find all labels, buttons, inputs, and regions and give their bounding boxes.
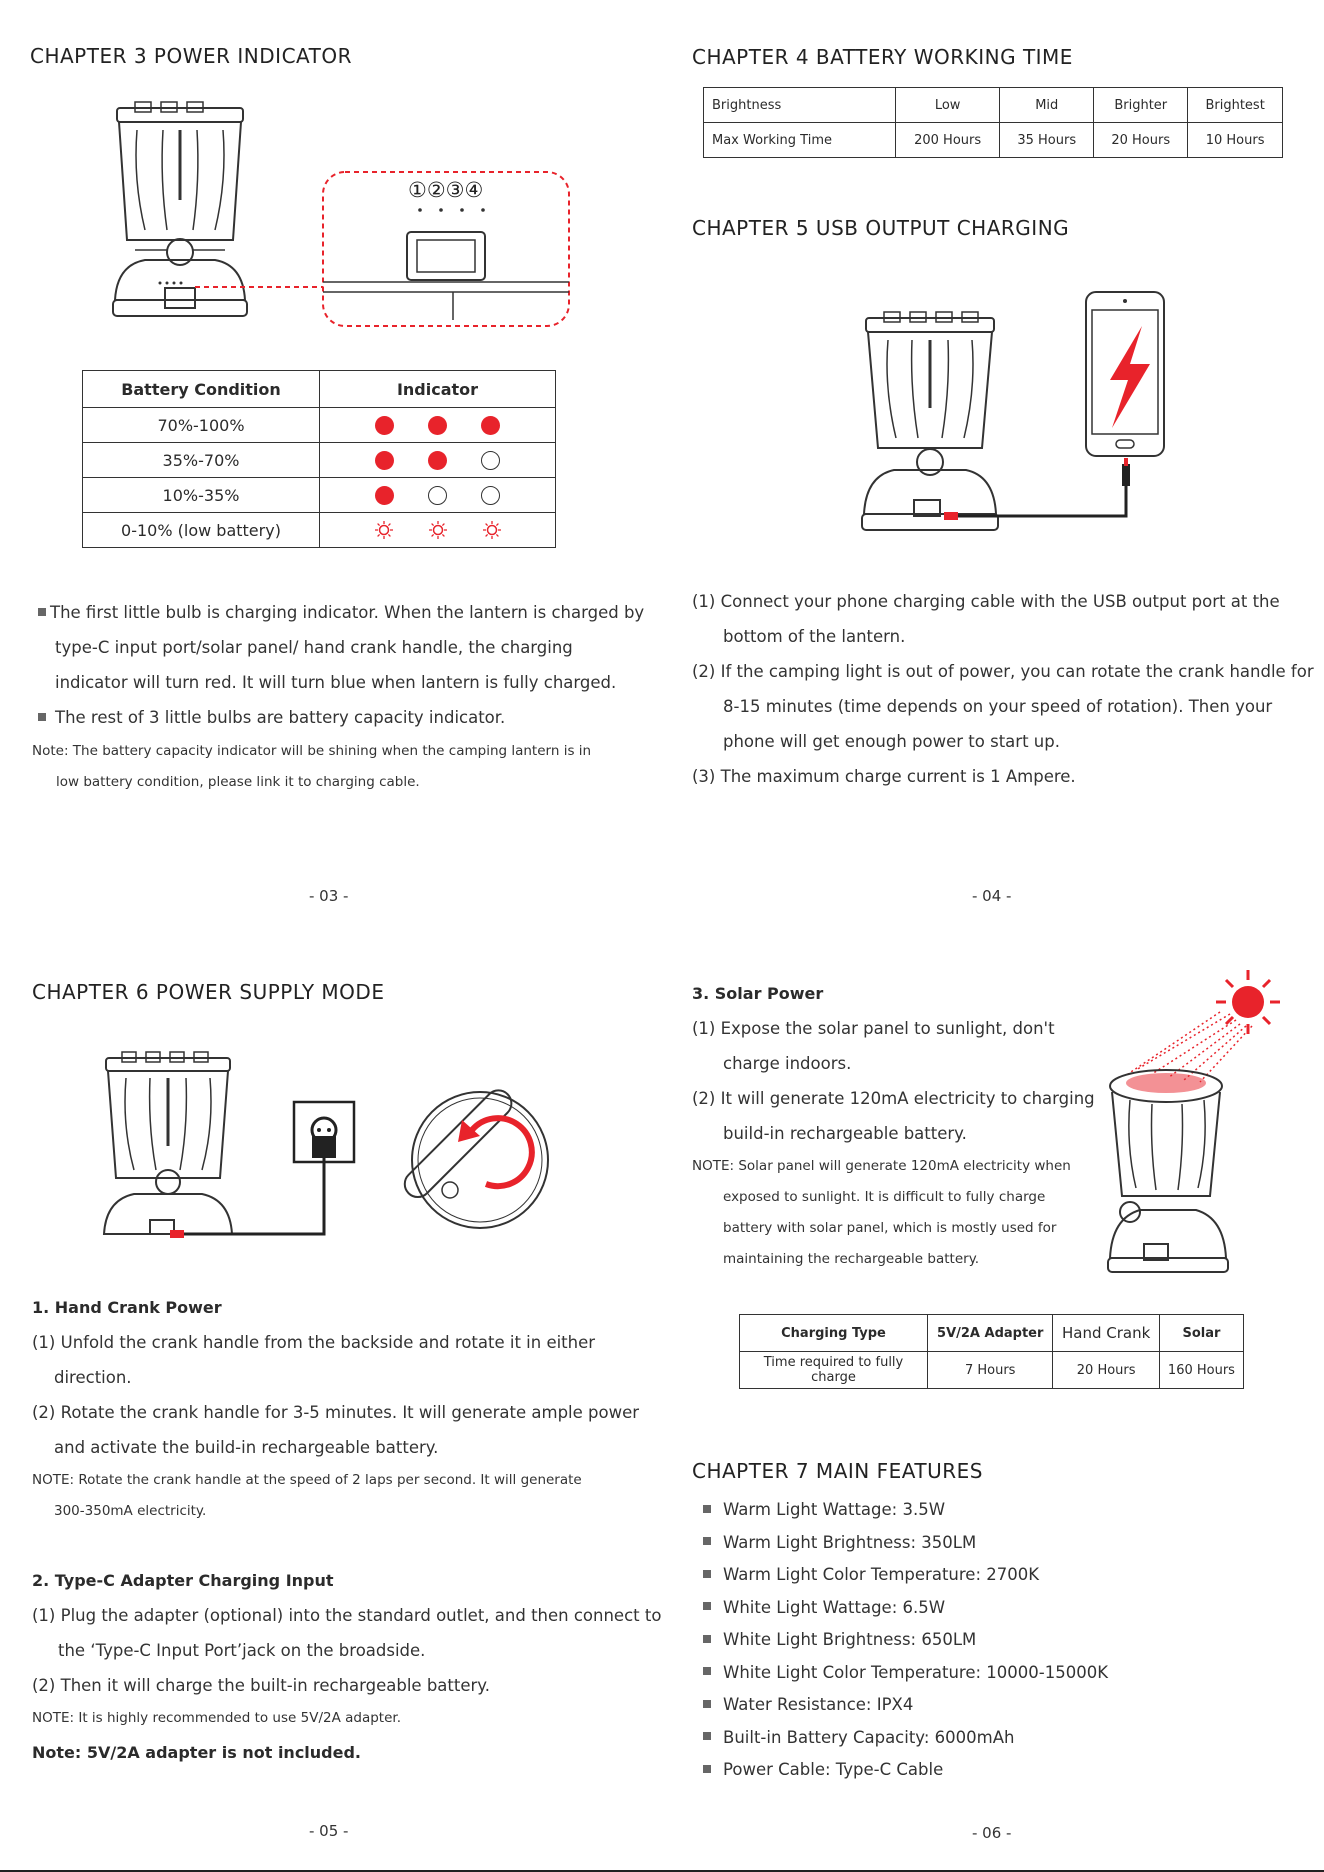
bullet-text: indicator will turn red. It will turn blue when lantern is fully charged. — [55, 673, 617, 692]
section-title: 2. Type-C Adapter Charging Input — [32, 1571, 334, 1590]
indicator-dot — [428, 451, 447, 470]
table-cell: Brightness — [704, 88, 896, 123]
type-c-section — [32, 1563, 662, 1772]
lantern-illustration — [862, 312, 998, 530]
step-text: (1) Unfold the crank handle from the backside and rotate it in either — [32, 1333, 596, 1352]
step-text: (2) If the camping light is out of power, you can rotate the crank handle for — [692, 662, 1314, 681]
condition-label: 10%-35% — [83, 478, 320, 513]
condition-label: 70%-100% — [83, 408, 320, 443]
wall-outlet-icon — [294, 1102, 354, 1162]
note-text: maintaining the rechargeable battery. — [723, 1251, 980, 1267]
battery-condition-table — [82, 370, 556, 548]
lantern-illustration — [104, 1052, 232, 1238]
section-title: 3. Solar Power — [692, 984, 824, 1003]
table-row — [83, 408, 556, 443]
table-cell: Brighter — [1094, 88, 1188, 123]
page-number: - 05 - — [309, 1822, 349, 1840]
table-header: Indicator — [320, 371, 556, 408]
table-cell: Max Working Time — [704, 123, 896, 158]
table-cell: 10 Hours — [1188, 123, 1283, 158]
working-time-table — [703, 87, 1283, 158]
feature-text: Warm Light Color Temperature: 2700K — [723, 1565, 1040, 1584]
table-row — [740, 1352, 1244, 1389]
ch5-steps — [692, 584, 1312, 794]
list-item — [703, 1754, 1108, 1787]
feature-text: White Light Color Temperature: 10000-15000K — [723, 1662, 1109, 1682]
note-text: NOTE: Solar panel will generate 120mA electricity when — [692, 1158, 1071, 1174]
step-text: (2) It will generate 120mA electricity to charging — [692, 1089, 1095, 1108]
indicator-dot — [481, 416, 500, 435]
step-text: direction. — [54, 1368, 132, 1387]
step-text: the ‘Type-C Input Port’jack on the broadside. — [58, 1641, 426, 1660]
feature-text: Water Resistance: IPX4 — [723, 1695, 914, 1714]
note-text: 300-350mA electricity. — [54, 1503, 207, 1519]
indicator-cell — [320, 478, 556, 513]
solar-section — [692, 976, 1112, 1275]
table-cell: 35 Hours — [1000, 123, 1094, 158]
table-row — [704, 88, 1283, 123]
indicator-dot — [428, 486, 447, 505]
bullet-square-icon — [703, 1602, 711, 1610]
note-text: NOTE: It is highly recommended to use 5V/2A adapter. — [32, 1710, 401, 1726]
bullet-text: The rest of 3 little bulbs are battery capacity indicator. — [55, 708, 506, 727]
indicator-dot — [481, 486, 500, 505]
blink-sun-icon — [482, 520, 502, 540]
step-text: (1) Connect your phone charging cable with the USB output port at the — [692, 592, 1280, 611]
condition-label: 0-10% (low battery) — [83, 513, 320, 548]
chapter-6-title: CHAPTER 6 POWER SUPPLY MODE — [32, 980, 385, 1004]
feature-text: White Light Brightness: 650LM — [723, 1630, 977, 1649]
chapter-7-title: CHAPTER 7 MAIN FEATURES — [692, 1459, 983, 1483]
step-text: build-in rechargeable battery. — [723, 1124, 967, 1143]
bullet-text: type-C input port/solar panel/ hand crank handle, the charging — [55, 638, 573, 657]
bullet-square-icon — [703, 1537, 711, 1545]
crank-rotate-icon — [399, 1085, 548, 1228]
bullet-text: The first little bulb is charging indicator. When the lantern is charged by — [50, 603, 645, 622]
feature-text: Built-in Battery Capacity: 6000mAh — [723, 1727, 1015, 1747]
bullet-square-icon — [703, 1635, 711, 1643]
sun-icon — [1216, 970, 1280, 1034]
list-item — [703, 1592, 1108, 1625]
indicator-dot — [375, 486, 394, 505]
feature-text: Power Cable: Type-C Cable — [723, 1760, 944, 1779]
blink-sun-icon — [374, 520, 394, 540]
note-text: low battery condition, please link it to charging cable. — [56, 774, 420, 790]
bullet-square-icon — [703, 1765, 711, 1773]
callout-numbers: ①②③④ — [408, 178, 484, 202]
list-item — [703, 1689, 1108, 1722]
table-cell: Hand Crank — [1053, 1315, 1159, 1352]
table-cell: Low — [896, 88, 1000, 123]
table-row — [704, 123, 1283, 158]
table-cell: 20 Hours — [1094, 123, 1188, 158]
table-cell: Mid — [1000, 88, 1094, 123]
bullet-square-icon — [38, 713, 46, 721]
list-item — [703, 1559, 1108, 1592]
step-text: bottom of the lantern. — [723, 627, 906, 646]
page-number: - 04 - — [972, 887, 1012, 905]
step-text: phone will get enough power to start up. — [723, 732, 1060, 751]
section-title: 1. Hand Crank Power — [32, 1298, 222, 1317]
table-cell: 200 Hours — [896, 123, 1000, 158]
table-row — [83, 443, 556, 478]
table-cell: 20 Hours — [1053, 1352, 1159, 1389]
chapter-4-title: CHAPTER 4 BATTERY WORKING TIME — [692, 45, 1073, 69]
note-text: NOTE: Rotate the crank handle at the speed of 2 laps per second. It will generate — [32, 1472, 582, 1488]
step-text: (1) Expose the solar panel to sunlight, don't — [692, 1019, 1055, 1038]
blink-sun-icon — [428, 520, 448, 540]
hand-crank-section — [32, 1290, 652, 1527]
table-row — [83, 513, 556, 548]
ch3-bullets — [38, 595, 645, 735]
indicator-dot — [481, 451, 500, 470]
step-text: charge indoors. — [723, 1054, 852, 1073]
solar-illustration — [1100, 966, 1290, 1282]
page-number: - 03 - — [309, 887, 349, 905]
bullet-square-icon — [703, 1570, 711, 1578]
table-cell: Solar — [1159, 1315, 1243, 1352]
table-row — [83, 478, 556, 513]
feature-text: Warm Light Wattage: 3.5W — [723, 1500, 946, 1519]
table-cell: 160 Hours — [1159, 1352, 1243, 1389]
step-text: (2) Rotate the crank handle for 3-5 minutes. It will generate ample power — [32, 1403, 640, 1422]
lightning-icon — [1110, 326, 1150, 428]
table-cell: 7 Hours — [928, 1352, 1053, 1389]
chapter-3-title: CHAPTER 3 POWER INDICATOR — [30, 44, 353, 68]
power-supply-illustration — [100, 1050, 580, 1250]
lantern-illustration — [1108, 1070, 1228, 1272]
bullet-square-icon — [703, 1505, 711, 1513]
condition-label: 35%-70% — [83, 443, 320, 478]
list-item — [703, 1527, 1108, 1560]
note-text: exposed to sunlight. It is difficult to fully charge — [723, 1189, 1046, 1205]
bullet-square-icon — [703, 1700, 711, 1708]
indicator-cell — [320, 443, 556, 478]
indicator-cell — [320, 513, 556, 548]
indicator-dot — [375, 416, 394, 435]
indicator-cell — [320, 408, 556, 443]
indicator-callout — [195, 170, 575, 330]
list-item — [703, 1494, 1108, 1527]
chapter-5-title: CHAPTER 5 USB OUTPUT CHARGING — [692, 216, 1070, 240]
table-cell: Charging Type — [740, 1315, 928, 1352]
note-text: Note: 5V/2A adapter is not included. — [32, 1743, 362, 1762]
step-text: (2) Then it will charge the built-in rechargeable battery. — [32, 1676, 490, 1695]
list-item — [703, 1722, 1108, 1755]
bullet-square-icon — [703, 1667, 711, 1675]
table-row — [740, 1315, 1244, 1352]
page-number: - 06 - — [972, 1824, 1012, 1842]
feature-text: Warm Light Brightness: 350LM — [723, 1532, 977, 1552]
list-item — [703, 1624, 1108, 1657]
indicator-dot — [375, 451, 394, 470]
step-text: (3) The maximum charge current is 1 Ampere. — [692, 767, 1076, 786]
step-text: (1) Plug the adapter (optional) into the standard outlet, and then connect to — [32, 1606, 662, 1625]
step-text: and activate the build-in rechargeable battery. — [54, 1438, 439, 1457]
note-text: Note: The battery capacity indicator will be shining when the camping lantern is in — [32, 743, 592, 759]
charging-type-table — [739, 1314, 1244, 1389]
table-cell: Brightest — [1188, 88, 1283, 123]
bullet-square-icon — [703, 1732, 711, 1740]
step-text: 8-15 minutes (time depends on your speed of rotation). Then your — [723, 697, 1273, 716]
table-header: Battery Condition — [83, 371, 320, 408]
table-cell: 5V/2A Adapter — [928, 1315, 1053, 1352]
usb-charging-illustration — [858, 288, 1178, 544]
table-cell: Time required to fully charge — [740, 1352, 928, 1389]
ch3-note — [32, 736, 632, 798]
list-item — [703, 1657, 1108, 1690]
feature-text: White Light Wattage: 6.5W — [723, 1597, 946, 1617]
indicator-dot — [428, 416, 447, 435]
note-text: battery with solar panel, which is mostly used for — [723, 1220, 1057, 1236]
bullet-square-icon — [38, 608, 46, 616]
features-list — [703, 1494, 1108, 1787]
